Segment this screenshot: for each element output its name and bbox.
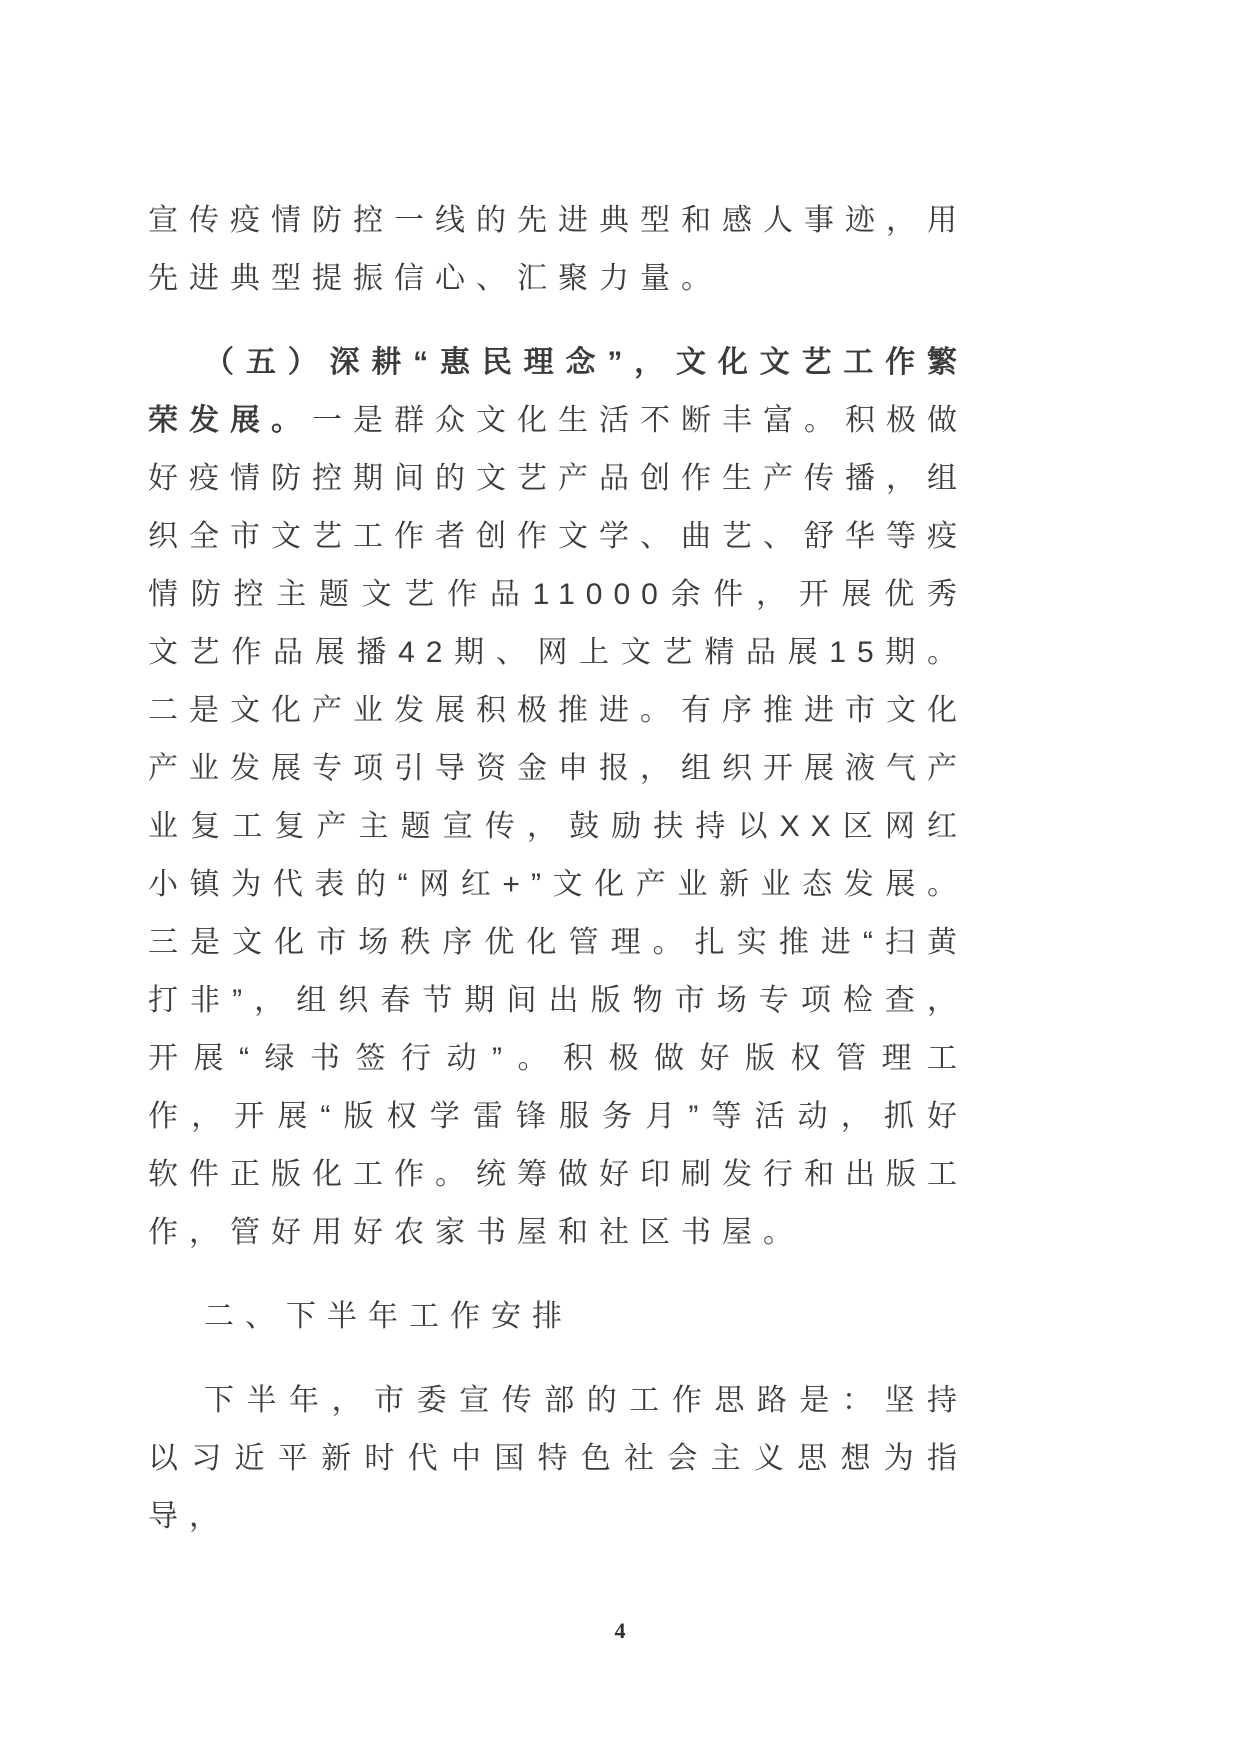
section-5-heading-lead: （五）深耕“惠民理念”，文化文艺工作繁荣发展。 <box>148 346 968 437</box>
heading-part-2-text: 二、下半年工作安排 <box>204 1300 573 1333</box>
paragraph-part-2-intro-text: 下半年，市委宣传部的工作思路是：坚持以习近平新时代中国特色社会主义思想为指导， <box>148 1384 968 1533</box>
paragraph-section-5 <box>148 334 968 1262</box>
section-5-body-text: 一是群众文化生活不断丰富。积极做好疫情防控期间的文艺产品创作生产传播，组织全市文艺工作者创作文学、曲艺、舒华等疫情防控主题文艺作品11000余件，开展优秀文艺作品展播42期、网上文艺精品展15期。二是文化产业发展积极推进。有序推进市文化产业发展专项引导资金申报，组织开展液气产业复工复产主题宣传，鼓励扶持以XX区网红小镇为代表的“网红+”文化产业新业态发展。三是文化市场秩序优化管理。扎实推进“扫黄打非”，组织春节期间出版物市场专项检查，开展“绿书签行动”。积极做好版权管理工作，开展“版权学雷锋服务月”等活动，抓好软件正版化工作。统筹做好印刷发行和出版工作，管好用好农家书屋和社区书屋。 <box>148 404 968 1249</box>
heading-part-2 <box>148 1288 968 1346</box>
paragraph-continuation <box>148 192 968 308</box>
paragraph-text: 宣传疫情防控一线的先进典型和感人事迹，用先进典型提振信心、汇聚力量。 <box>148 204 968 295</box>
paragraph-part-2-intro <box>148 1372 968 1546</box>
page-number: 4 <box>614 1618 626 1643</box>
